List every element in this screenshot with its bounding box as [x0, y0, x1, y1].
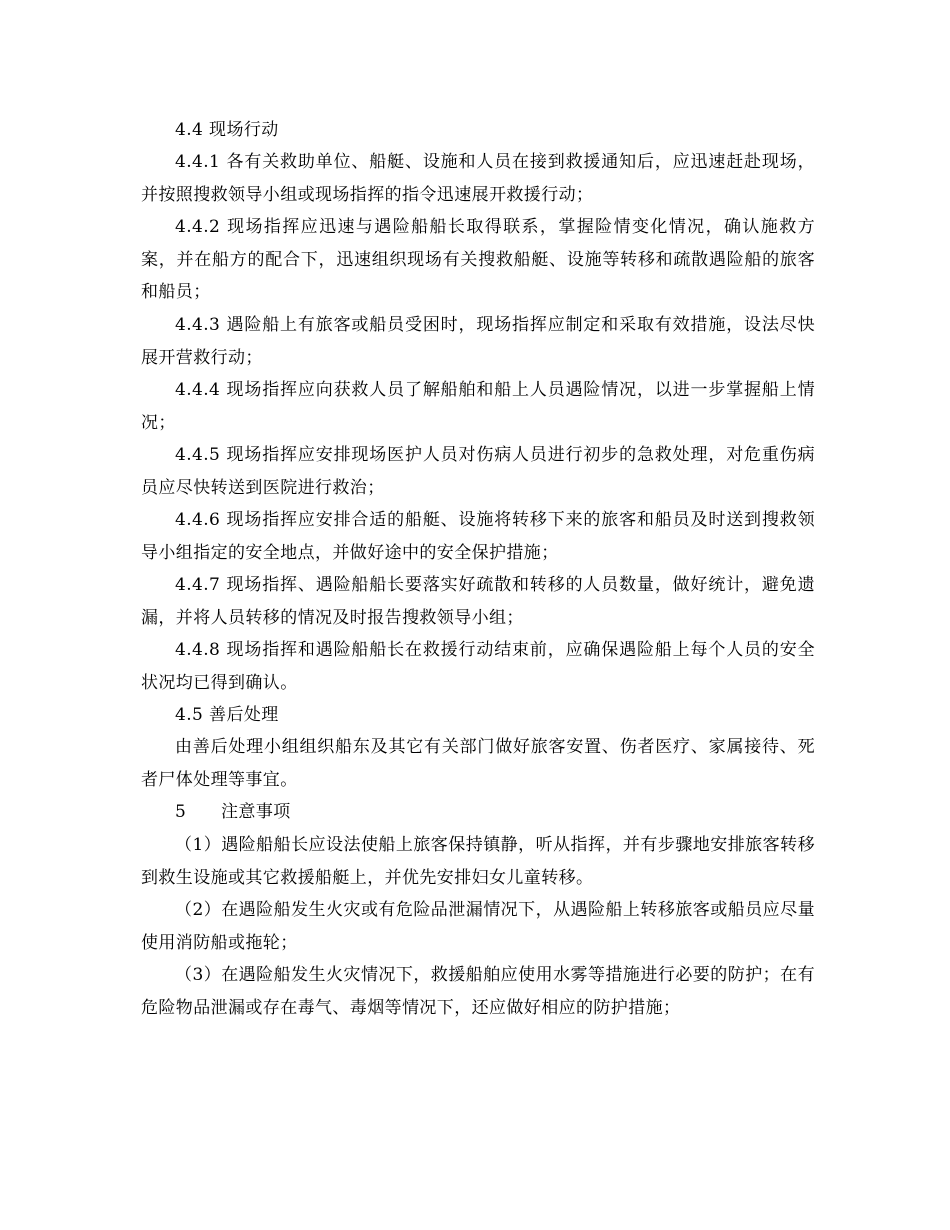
paragraph-4-4-8: 4.4.8 现场指挥和遇险船船长在救援行动结束前，应确保遇险船上每个人员的安全状况均已得到确认。: [141, 640, 815, 693]
paragraph-4-4-5: 4.4.5 现场指挥应安排现场医护人员对伤病人员进行初步的急救处理，对危重伤病员应尽快转送到医院进行救治；: [141, 445, 815, 498]
paragraph-4-4-2: 4.4.2 现场指挥应迅速与遇险船船长取得联系，掌握险情变化情况，确认施救方案，并在船方的配合下，迅速组织现场有关搜救船艇、设施等转移和疏散遇险船的旅客和船员；: [141, 217, 815, 302]
section-heading-4-4: 4.4 现场行动: [175, 120, 279, 140]
note-item-3: （3）在遇险船发生火灾情况下，救援船舶应使用水雾等措施进行必要的防护；在有危险物品泄漏或存在毒气、毒烟等情况下，还应做好相应的防护措施；: [141, 965, 815, 1018]
note-item-1: （1）遇险船船长应设法使船上旅客保持镇静，听从指挥，并有步骤地安排旅客转移到救生设施或其它救援船艇上，并优先安排妇女儿童转移。: [141, 835, 815, 888]
paragraph-4-4-7: 4.4.7 现场指挥、遇险船船长要落实好疏散和转移的人员数量，做好统计，避免遗漏，并将人员转移的情况及时报告搜救领导小组；: [141, 575, 815, 628]
section-heading-4-5: 4.5 善后处理: [175, 705, 279, 725]
section-heading-5: 5 注意事项: [175, 802, 291, 822]
paragraph-4-4-3: 4.4.3 遇险船上有旅客或船员受困时，现场指挥应制定和采取有效措施，设法尽快展开营救行动；: [141, 315, 815, 368]
paragraph-4-4-1: 4.4.1 各有关救助单位、船艇、设施和人员在接到救援通知后，应迅速赶赴现场，并按照搜救领导小组或现场指挥的指令迅速展开救援行动；: [141, 152, 815, 205]
paragraph-aftermath: 由善后处理小组组织船东及其它有关部门做好旅客安置、伤者医疗、家属接待、死者尸体处理等事宜。: [141, 737, 815, 790]
paragraph-4-4-6: 4.4.6 现场指挥应安排合适的船艇、设施将转移下来的旅客和船员及时送到搜救领导小组指定的安全地点，并做好途中的安全保护措施；: [141, 510, 815, 563]
paragraph-4-4-4: 4.4.4 现场指挥应向获救人员了解船舶和船上人员遇险情况，以进一步掌握船上情况；: [141, 380, 815, 433]
note-item-2: （2）在遇险船发生火灾或有危险品泄漏情况下，从遇险船上转移旅客或船员应尽量使用消防船或拖轮；: [141, 900, 815, 953]
